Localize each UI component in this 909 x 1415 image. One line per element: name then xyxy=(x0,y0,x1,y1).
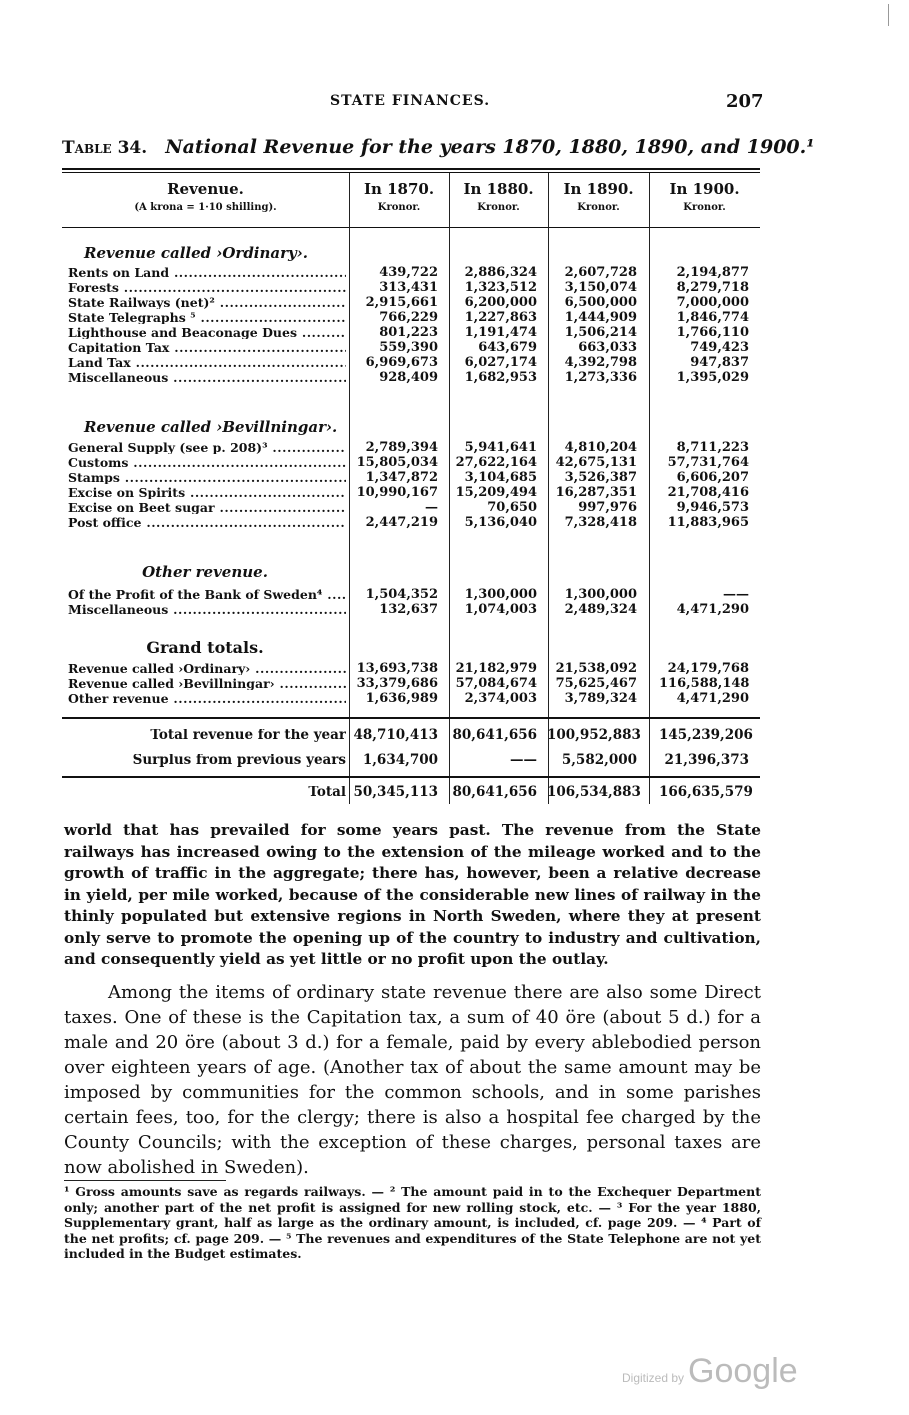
cell-value: 439,722 xyxy=(379,265,438,280)
table-top-rule xyxy=(62,168,760,170)
cell-value: 4,392,798 xyxy=(564,355,637,370)
totals-rule xyxy=(62,717,760,719)
footnote-rule xyxy=(64,1180,226,1181)
cell-value: 1,636,989 xyxy=(365,691,438,706)
row-label: Revenue called ›Bevillningar› ..... xyxy=(68,677,346,690)
row-label: Customs ..... xyxy=(68,456,346,469)
cell-value: 997,976 xyxy=(578,500,637,515)
cell-value: 33,379,686 xyxy=(356,676,438,691)
table-row xyxy=(62,786,760,799)
cell-value: 2,447,219 xyxy=(365,515,438,530)
cell-value: 145,239,206 xyxy=(659,727,753,743)
table-label: Table 34. xyxy=(62,138,148,158)
running-head-title: STATE FINANCES. xyxy=(330,93,491,109)
row-label: Rents on Land ..... xyxy=(68,266,346,279)
cell-value: 1,074,003 xyxy=(464,602,537,617)
table-row xyxy=(62,692,760,705)
section-heading-ordinary: Revenue called ›Ordinary›. xyxy=(84,244,308,262)
cell-value: 15,805,034 xyxy=(356,455,438,470)
cell-value: 1,227,863 xyxy=(464,310,537,325)
cell-value: 1,323,512 xyxy=(464,280,537,295)
cell-value: 663,033 xyxy=(578,340,637,355)
cell-value: 42,675,131 xyxy=(555,455,637,470)
cell-value: 21,182,979 xyxy=(455,661,537,676)
table-row xyxy=(62,662,760,675)
grand-total-rule xyxy=(62,776,760,778)
row-label: Excise on Beet sugar ..... xyxy=(68,501,346,514)
table-row xyxy=(62,371,760,384)
cell-value: 749,423 xyxy=(690,340,749,355)
cell-value: 1,395,029 xyxy=(676,370,749,385)
table-row xyxy=(62,677,760,690)
cell-value: 3,789,324 xyxy=(564,691,637,706)
cell-value: 116,588,148 xyxy=(659,676,750,691)
row-label: Post office ..... xyxy=(68,516,346,529)
cell-value: 48,710,413 xyxy=(353,727,438,743)
cell-value: 5,941,641 xyxy=(464,440,537,455)
cell-value: 8,279,718 xyxy=(676,280,749,295)
section-heading-grand-totals: Grand totals. xyxy=(146,638,264,657)
cell-value: 13,693,738 xyxy=(356,661,438,676)
row-label: State Railways (net)² ..... xyxy=(68,296,346,309)
cell-value: 1,273,336 xyxy=(564,370,637,385)
google-logo: Google xyxy=(688,1352,798,1390)
cell-value: 766,229 xyxy=(379,310,438,325)
cell-value: 2,789,394 xyxy=(365,440,438,455)
table-title: National Revenue for the years 1870, 1880, 1890, and 1900.¹ xyxy=(165,136,815,158)
cell-value: 1,444,909 xyxy=(564,310,637,325)
cell-value: 27,622,164 xyxy=(455,455,537,470)
cell-value: 2,374,003 xyxy=(464,691,537,706)
table-row xyxy=(62,456,760,469)
row-label: General Supply (see p. 208)³ ..... xyxy=(68,441,346,454)
cell-value: 643,679 xyxy=(478,340,537,355)
cell-value: 21,708,416 xyxy=(667,485,749,500)
row-label: Miscellaneous ..... xyxy=(68,371,346,384)
cell-value: 7,328,418 xyxy=(564,515,637,530)
row-label: Miscellaneous ..... xyxy=(68,603,346,616)
table-row xyxy=(62,486,760,499)
column-header-revenue: Revenue. (A krona = 1·10 shilling). xyxy=(134,180,277,213)
cell-value: 1,766,110 xyxy=(676,325,749,340)
cell-value: 3,104,685 xyxy=(464,470,537,485)
cell-value: 4,810,204 xyxy=(564,440,637,455)
row-label: Total xyxy=(308,786,346,799)
cell-value: 1,191,474 xyxy=(464,325,537,340)
cell-value: 947,837 xyxy=(690,355,749,370)
cell-value: 9,946,573 xyxy=(676,500,749,515)
cell-value: 166,635,579 xyxy=(659,784,753,800)
cell-value: 8,711,223 xyxy=(676,440,749,455)
section-heading-other: Other revenue. xyxy=(142,563,268,581)
table-row xyxy=(62,356,760,369)
table-row xyxy=(62,326,760,339)
cell-value: 24,179,768 xyxy=(667,661,749,676)
cell-value: 559,390 xyxy=(379,340,438,355)
cell-value: 70,650 xyxy=(487,500,537,515)
section-heading-bevillningar: Revenue called ›Bevillningar›. xyxy=(84,418,338,436)
table-row xyxy=(62,441,760,454)
cell-value: 801,223 xyxy=(379,325,438,340)
table-row xyxy=(62,501,760,514)
paragraph-direct-taxes: Among the items of ordinary state revenue there are also some Direct taxes. One of these is the Capitation tax, a sum of 40 öre (about 5 d.) for a male and 20 öre (about 3 d.) for a female, paid by every ablebodied person over eighteen years of age. (Another tax of about the same amount may be imposed by communities for the common schools, and in some parishes certain fees, too, for the clergy; there is also a hospital fee charged by the County Councils; with the exception of these charges, personal taxes are now abolished in Sweden). xyxy=(64,982,761,1178)
cell-value: — xyxy=(425,500,438,515)
cell-value: 6,200,000 xyxy=(464,295,537,310)
row-label: Lighthouse and Beaconage Dues ..... xyxy=(68,326,346,339)
cell-value: 4,471,290 xyxy=(676,691,749,706)
cell-value: 6,969,673 xyxy=(365,355,438,370)
cell-value: 21,538,092 xyxy=(555,661,637,676)
table-row xyxy=(62,266,760,279)
watermark-prefix: Digitized by xyxy=(622,1371,685,1385)
cell-value: 5,582,000 xyxy=(561,752,637,768)
cell-value: 5,136,040 xyxy=(464,515,537,530)
cell-value: 1,504,352 xyxy=(365,587,438,602)
cell-value: 1,634,700 xyxy=(362,752,438,768)
cell-value: 80,641,656 xyxy=(452,784,537,800)
row-label: Revenue called ›Ordinary› ..... xyxy=(68,662,346,675)
table-row xyxy=(62,471,760,484)
cell-value: 80,641,656 xyxy=(452,727,537,743)
cell-value: 11,883,965 xyxy=(667,515,749,530)
table-row xyxy=(62,588,760,601)
cell-value: 1,506,214 xyxy=(564,325,637,340)
paragraph-railways: world that has prevailed for some years past. The revenue from the State railways has increased owing to the extension of the mileage worked and to the growth of traffic in the aggregate; there has, however, been a relative decrease in yield, per mile worked, because of the considerable new lines of railway in the thinly populated but extensive regions in North Sweden, where they at present only serve to promote the opening up of the country to industry and cultivation, and consequently yield as yet little or no profit upon the outlay. xyxy=(64,821,761,968)
cell-value: —— xyxy=(510,752,537,768)
row-label: Of the Profit of the Bank of Sweden⁴ ..... xyxy=(68,588,346,601)
header-rule xyxy=(62,227,760,228)
row-label: Other revenue ..... xyxy=(68,692,346,705)
table-row xyxy=(62,516,760,529)
cell-value: 7,000,000 xyxy=(676,295,749,310)
cell-value: 100,952,883 xyxy=(547,727,641,743)
cell-value: 3,150,074 xyxy=(564,280,637,295)
revenue-table xyxy=(62,168,760,804)
column-header-1900: In 1900. Kronor. xyxy=(669,180,740,213)
cell-value: 50,345,113 xyxy=(353,784,438,800)
table-row xyxy=(62,296,760,309)
footnotes: ¹ Gross amounts save as regards railways. — ² The amount paid in to the Exchequer Department only; another part of the net profit is assigned for new rolling stock, etc. — ³ For the year 1880, Supplementary grant, half as large as the ordinary amount, is included, cf. page 209. — ⁴ Part of the net profits; cf. page 209. — ⁵ The revenues and expenditures of the State Telephone are not yet included in the Budget estimates. xyxy=(64,1184,761,1261)
cell-value: 6,500,000 xyxy=(564,295,637,310)
cell-value: 4,471,290 xyxy=(676,602,749,617)
page-edge-mark xyxy=(888,4,889,26)
cell-value: 57,084,674 xyxy=(455,676,537,691)
cell-value: 1,682,953 xyxy=(464,370,537,385)
cell-value: 106,534,883 xyxy=(547,784,641,800)
cell-value: 2,886,324 xyxy=(464,265,537,280)
cell-value: 6,606,207 xyxy=(676,470,749,485)
cell-value: 10,990,167 xyxy=(356,485,438,500)
column-header-1880: In 1880. Kronor. xyxy=(463,180,534,213)
cell-value: 15,209,494 xyxy=(455,485,537,500)
row-label: Excise on Spirits ..... xyxy=(68,486,346,499)
cell-value: 2,915,661 xyxy=(365,295,438,310)
table-row xyxy=(62,341,760,354)
row-label: State Telegraphs ⁵ ..... xyxy=(68,311,346,324)
cell-value: 1,846,774 xyxy=(676,310,749,325)
cell-value: 132,637 xyxy=(379,602,438,617)
cell-value: 928,409 xyxy=(379,370,438,385)
row-label: Land Tax ..... xyxy=(68,356,346,369)
table-row xyxy=(62,754,760,767)
table-row xyxy=(62,311,760,324)
cell-value: 6,027,174 xyxy=(464,355,537,370)
row-label: Stamps ..... xyxy=(68,471,346,484)
cell-value: 16,287,351 xyxy=(555,485,637,500)
cell-value: 1,300,000 xyxy=(564,587,637,602)
row-label: Surplus from previous years xyxy=(132,754,346,767)
row-label: Total revenue for the year xyxy=(150,729,346,742)
table-row xyxy=(62,729,760,742)
row-label: Forests ..... xyxy=(68,281,346,294)
cell-value: 2,489,324 xyxy=(564,602,637,617)
table-top-rule-thin xyxy=(62,172,760,173)
table-caption xyxy=(62,136,815,158)
table-row xyxy=(62,281,760,294)
cell-value: 2,607,728 xyxy=(564,265,637,280)
row-label: Capitation Tax ..... xyxy=(68,341,346,354)
cell-value: 1,347,872 xyxy=(365,470,438,485)
cell-value: 313,431 xyxy=(379,280,438,295)
column-header-1890: In 1890. Kronor. xyxy=(563,180,634,213)
cell-value: 57,731,764 xyxy=(667,455,749,470)
cell-value: 75,625,467 xyxy=(555,676,637,691)
cell-value: 21,396,373 xyxy=(664,752,749,768)
cell-value: —— xyxy=(723,587,749,602)
column-header-1870: In 1870. Kronor. xyxy=(363,180,435,213)
cell-value: 1,300,000 xyxy=(464,587,537,602)
cell-value: 3,526,387 xyxy=(564,470,637,485)
digitized-watermark xyxy=(622,1352,798,1391)
page-number: 207 xyxy=(726,91,764,112)
cell-value: 2,194,877 xyxy=(676,265,749,280)
table-row xyxy=(62,603,760,616)
